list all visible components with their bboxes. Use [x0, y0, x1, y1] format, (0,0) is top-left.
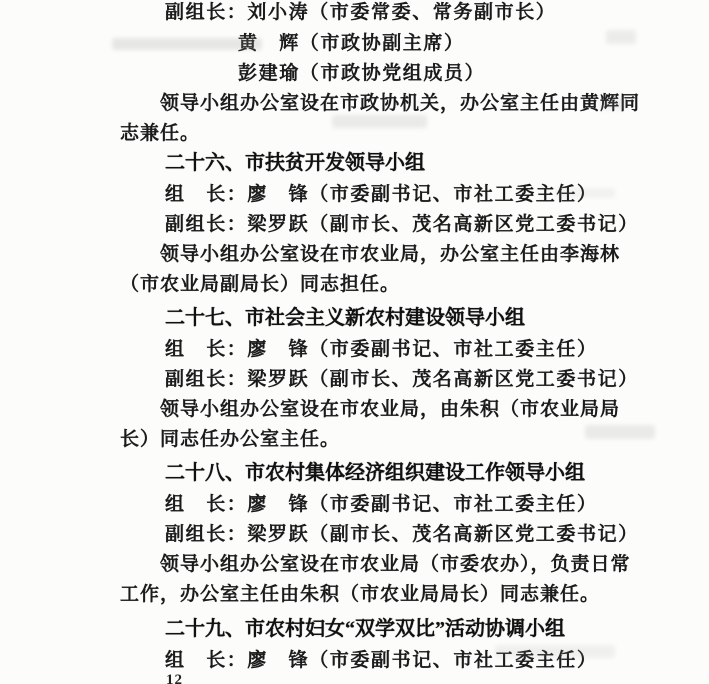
- office-note-line-2: 志兼任。: [120, 123, 201, 144]
- scan-artifact: [585, 425, 655, 439]
- deputy-leader-line: 副组长：刘小涛（市委常委、常务副市长）: [165, 2, 557, 23]
- section-28-heading: 二十八、市农村集体经济组织建设工作领导小组: [165, 462, 585, 484]
- scan-artifact: [332, 115, 427, 128]
- section-27-leader-line: 组 长：廖 锋（市委副书记、市社工委主任）: [165, 339, 598, 360]
- office-note-line-1: 领导小组办公室设在市政协机关，办公室主任由黄辉同: [160, 93, 641, 114]
- section-27-deputy-line: 副组长：梁罗跃（副市长、茂名高新区党工委书记）: [165, 369, 639, 390]
- section-28-deputy-line: 副组长：梁罗跃（副市长、茂名高新区党工委书记）: [165, 524, 639, 545]
- section-27-office-line-2: 长）同志任办公室主任。: [120, 429, 341, 450]
- member-peng-jianyu-line: 彭建瑜（市政协党组成员）: [238, 63, 486, 84]
- section-28-office-line-1: 领导小组办公室设在市农业局（市委农办），负责日常: [160, 554, 631, 575]
- section-26-deputy-line: 副组长：梁罗跃（副市长、茂名高新区党工委书记）: [165, 214, 639, 235]
- section-26-office-line-1: 领导小组办公室设在市农业局，办公室主任由李海林: [160, 244, 621, 265]
- section-26-office-line-2: （市农业局副局长）同志担任。: [120, 274, 401, 295]
- section-27-office-line-1: 领导小组办公室设在市农业局，由朱积（市农业局局: [160, 399, 621, 420]
- section-26-leader-line: 组 长：廖 锋（市委副书记、市社工委主任）: [165, 184, 598, 205]
- section-28-leader-line: 组 长：廖 锋（市委副书记、市社工委主任）: [165, 494, 598, 515]
- section-28-office-line-2: 工作，办公室主任由朱积（市农业局局长）同志兼任。: [120, 584, 601, 605]
- section-29-leader-line: 组 长：廖 锋（市委副书记、市社工委主任）: [165, 650, 598, 671]
- section-27-heading: 二十七、市社会主义新农村建设领导小组: [165, 307, 525, 329]
- member-huang-hui-line: 黄 辉（市政协副主席）: [238, 33, 465, 54]
- scan-artifact: [606, 30, 636, 44]
- section-26-heading: 二十六、市扶贫开发领导小组: [165, 152, 425, 174]
- section-29-heading: 二十九、市农村妇女“双学双比”活动协调小组: [165, 618, 565, 640]
- page-number: 12: [166, 672, 183, 684]
